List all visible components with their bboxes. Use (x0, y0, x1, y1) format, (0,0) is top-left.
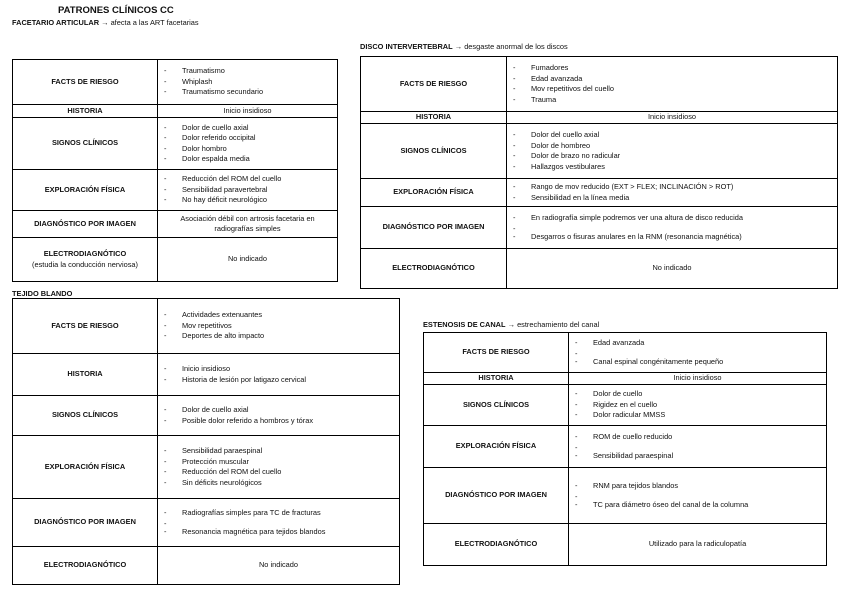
list-item: - Dolor de hombreo (531, 141, 835, 152)
list-item: - Reducción del ROM del cuello (182, 174, 335, 185)
table-cell: Inicio insidioso (507, 112, 838, 124)
facetario-heading: FACETARIO ARTICULAR → afecta a las ART facetarias (12, 18, 199, 27)
list-item: - Dolor de cuello (593, 389, 824, 400)
list-item: - Mov repetitivos del cuello (531, 84, 835, 95)
row-label: DIAGNÓSTICO POR IMAGEN (13, 211, 158, 238)
row-label: FACTS DE RIESGO (13, 60, 158, 105)
table-cell: No indicado (158, 238, 338, 282)
table-cell (158, 118, 338, 170)
row-label: SIGNOS CLÍNICOS (424, 385, 569, 426)
table-cell: No indicado (158, 547, 400, 585)
facetario-table (12, 59, 338, 282)
list-item: - Sensibilidad paravertebral (182, 185, 335, 196)
list-item: - Desgarros o fisuras anulares en la RNM (resonancia magnética) (531, 232, 835, 243)
row-label: FACTS DE RIESGO (13, 299, 158, 354)
list-item: - Traumatismo (182, 66, 335, 77)
table-cell (569, 385, 827, 426)
list-item: - Reducción del ROM del cuello (182, 467, 397, 478)
table-cell (569, 426, 827, 468)
list-item: - Inicio insidioso (182, 364, 397, 375)
list-item: - Sensibilidad paraespinal (182, 446, 397, 457)
page-title: PATRONES CLÍNICOS CC (58, 5, 174, 16)
list-item: - Whiplash (182, 77, 335, 88)
table-cell: Asociación débil con artrosis facetaria en radiografías simples (158, 211, 338, 238)
table-cell: ELECTRODIAGNÓTICO (estudia la conducción nerviosa) (13, 238, 158, 282)
table-cell: Inicio insidioso (158, 105, 338, 118)
estenosis-heading: ESTENOSIS DE CANAL → estrechamiento del canal (423, 320, 600, 329)
list-item: - Radiografías simples para TC de fracturas (182, 508, 397, 519)
list-item: - Historia de lesión por latigazo cervical (182, 375, 397, 386)
row-label: SIGNOS CLÍNICOS (13, 396, 158, 436)
list-item: - Posible dolor referido a hombros y tórax (182, 416, 397, 427)
table-cell (158, 60, 338, 105)
table-cell (507, 207, 838, 249)
table-cell (158, 170, 338, 211)
list-item: - Trauma (531, 95, 835, 106)
table-cell: Utilizado para la radiculopatía (569, 524, 827, 566)
tejido-heading: TEJIDO BLANDO (12, 289, 73, 298)
list-item: - No hay déficit neurológico (182, 195, 335, 206)
table-cell (507, 179, 838, 207)
row-label: HISTORIA (13, 354, 158, 396)
list-item: - Dolor de cuello axial (182, 405, 397, 416)
row-label: SIGNOS CLÍNICOS (361, 124, 507, 179)
tejido-table (12, 298, 400, 585)
list-item: - Hallazgos vestibulares (531, 162, 835, 173)
list-item: - RNM para tejidos blandos (593, 481, 824, 492)
row-label: ELECTRODIAGNÓTICO (13, 547, 158, 585)
list-item: - Dolor del cuello axial (531, 130, 835, 141)
row-label: ELECTRODIAGNÓTICO (361, 249, 507, 289)
list-item: - Edad avanzada (531, 74, 835, 85)
table-cell (507, 124, 838, 179)
list-item: - Dolor hombro (182, 144, 335, 155)
list-item: - Dolor de brazo no radicular (531, 151, 835, 162)
list-item: - Actividades extenuantes (182, 310, 397, 321)
row-label: EXPLORACIÓN FÍSICA (361, 179, 507, 207)
list-item: - Sin déficits neurológicos (182, 478, 397, 489)
table-cell (158, 436, 400, 499)
list-item: - Dolor de cuello axial (182, 123, 335, 134)
list-item: - Canal espinal congénitamente pequeño (593, 357, 824, 368)
table-cell (569, 333, 827, 373)
estenosis-table (423, 332, 827, 566)
row-label: HISTORIA (13, 105, 158, 118)
list-item: - Rango de mov reducido (EXT > FLEX; INCLINACIÓN > ROT) (531, 182, 835, 193)
list-item: - Dolor espalda media (182, 154, 335, 165)
row-label: DIAGNÓSTICO POR IMAGEN (424, 468, 569, 524)
row-label: FACTS DE RIESGO (424, 333, 569, 373)
table-cell: Inicio insidioso (569, 373, 827, 385)
row-label: HISTORIA (361, 112, 507, 124)
list-item: - Deportes de alto impacto (182, 331, 397, 342)
table-cell (158, 299, 400, 354)
row-label: DIAGNÓSTICO POR IMAGEN (13, 499, 158, 547)
list-item: - En radiografía simple podremos ver una altura de disco reducida (531, 213, 835, 224)
list-item: - Resonancia magnética para tejidos blandos (182, 527, 397, 538)
list-item: - Mov repetitivos (182, 321, 397, 332)
row-label: HISTORIA (424, 373, 569, 385)
list-item: - Traumatismo secundario (182, 87, 335, 98)
list-item: - TC para diámetro óseo del canal de la columna (593, 500, 824, 511)
row-label: EXPLORACIÓN FÍSICA (424, 426, 569, 468)
list-item: - ROM de cuello reducido (593, 432, 824, 443)
list-item: - Sensibilidad paraespinal (593, 451, 824, 462)
list-item: - Protección muscular (182, 457, 397, 468)
row-label: EXPLORACIÓN FÍSICA (13, 170, 158, 211)
table-cell: No indicado (507, 249, 838, 289)
list-item: - Rigidez en el cuello (593, 400, 824, 411)
list-item: - Fumadores (531, 63, 835, 74)
row-label: ELECTRODIAGNÓTICO (424, 524, 569, 566)
list-item: - Sensibilidad en la línea media (531, 193, 835, 204)
table-cell (507, 57, 838, 112)
list-item: - Edad avanzada (593, 338, 824, 349)
table-cell (158, 396, 400, 436)
disco-table (360, 56, 838, 289)
table-cell (158, 354, 400, 396)
table-cell (158, 499, 400, 547)
row-label: FACTS DE RIESGO (361, 57, 507, 112)
list-item: - Dolor radicular MMSS (593, 410, 824, 421)
row-label: SIGNOS CLÍNICOS (13, 118, 158, 170)
table-cell (569, 468, 827, 524)
disco-heading: DISCO INTERVERTEBRAL → desgaste anormal de los discos (360, 42, 568, 51)
row-label: DIAGNÓSTICO POR IMAGEN (361, 207, 507, 249)
row-label: EXPLORACIÓN FÍSICA (13, 436, 158, 499)
list-item: - Dolor referido occipital (182, 133, 335, 144)
